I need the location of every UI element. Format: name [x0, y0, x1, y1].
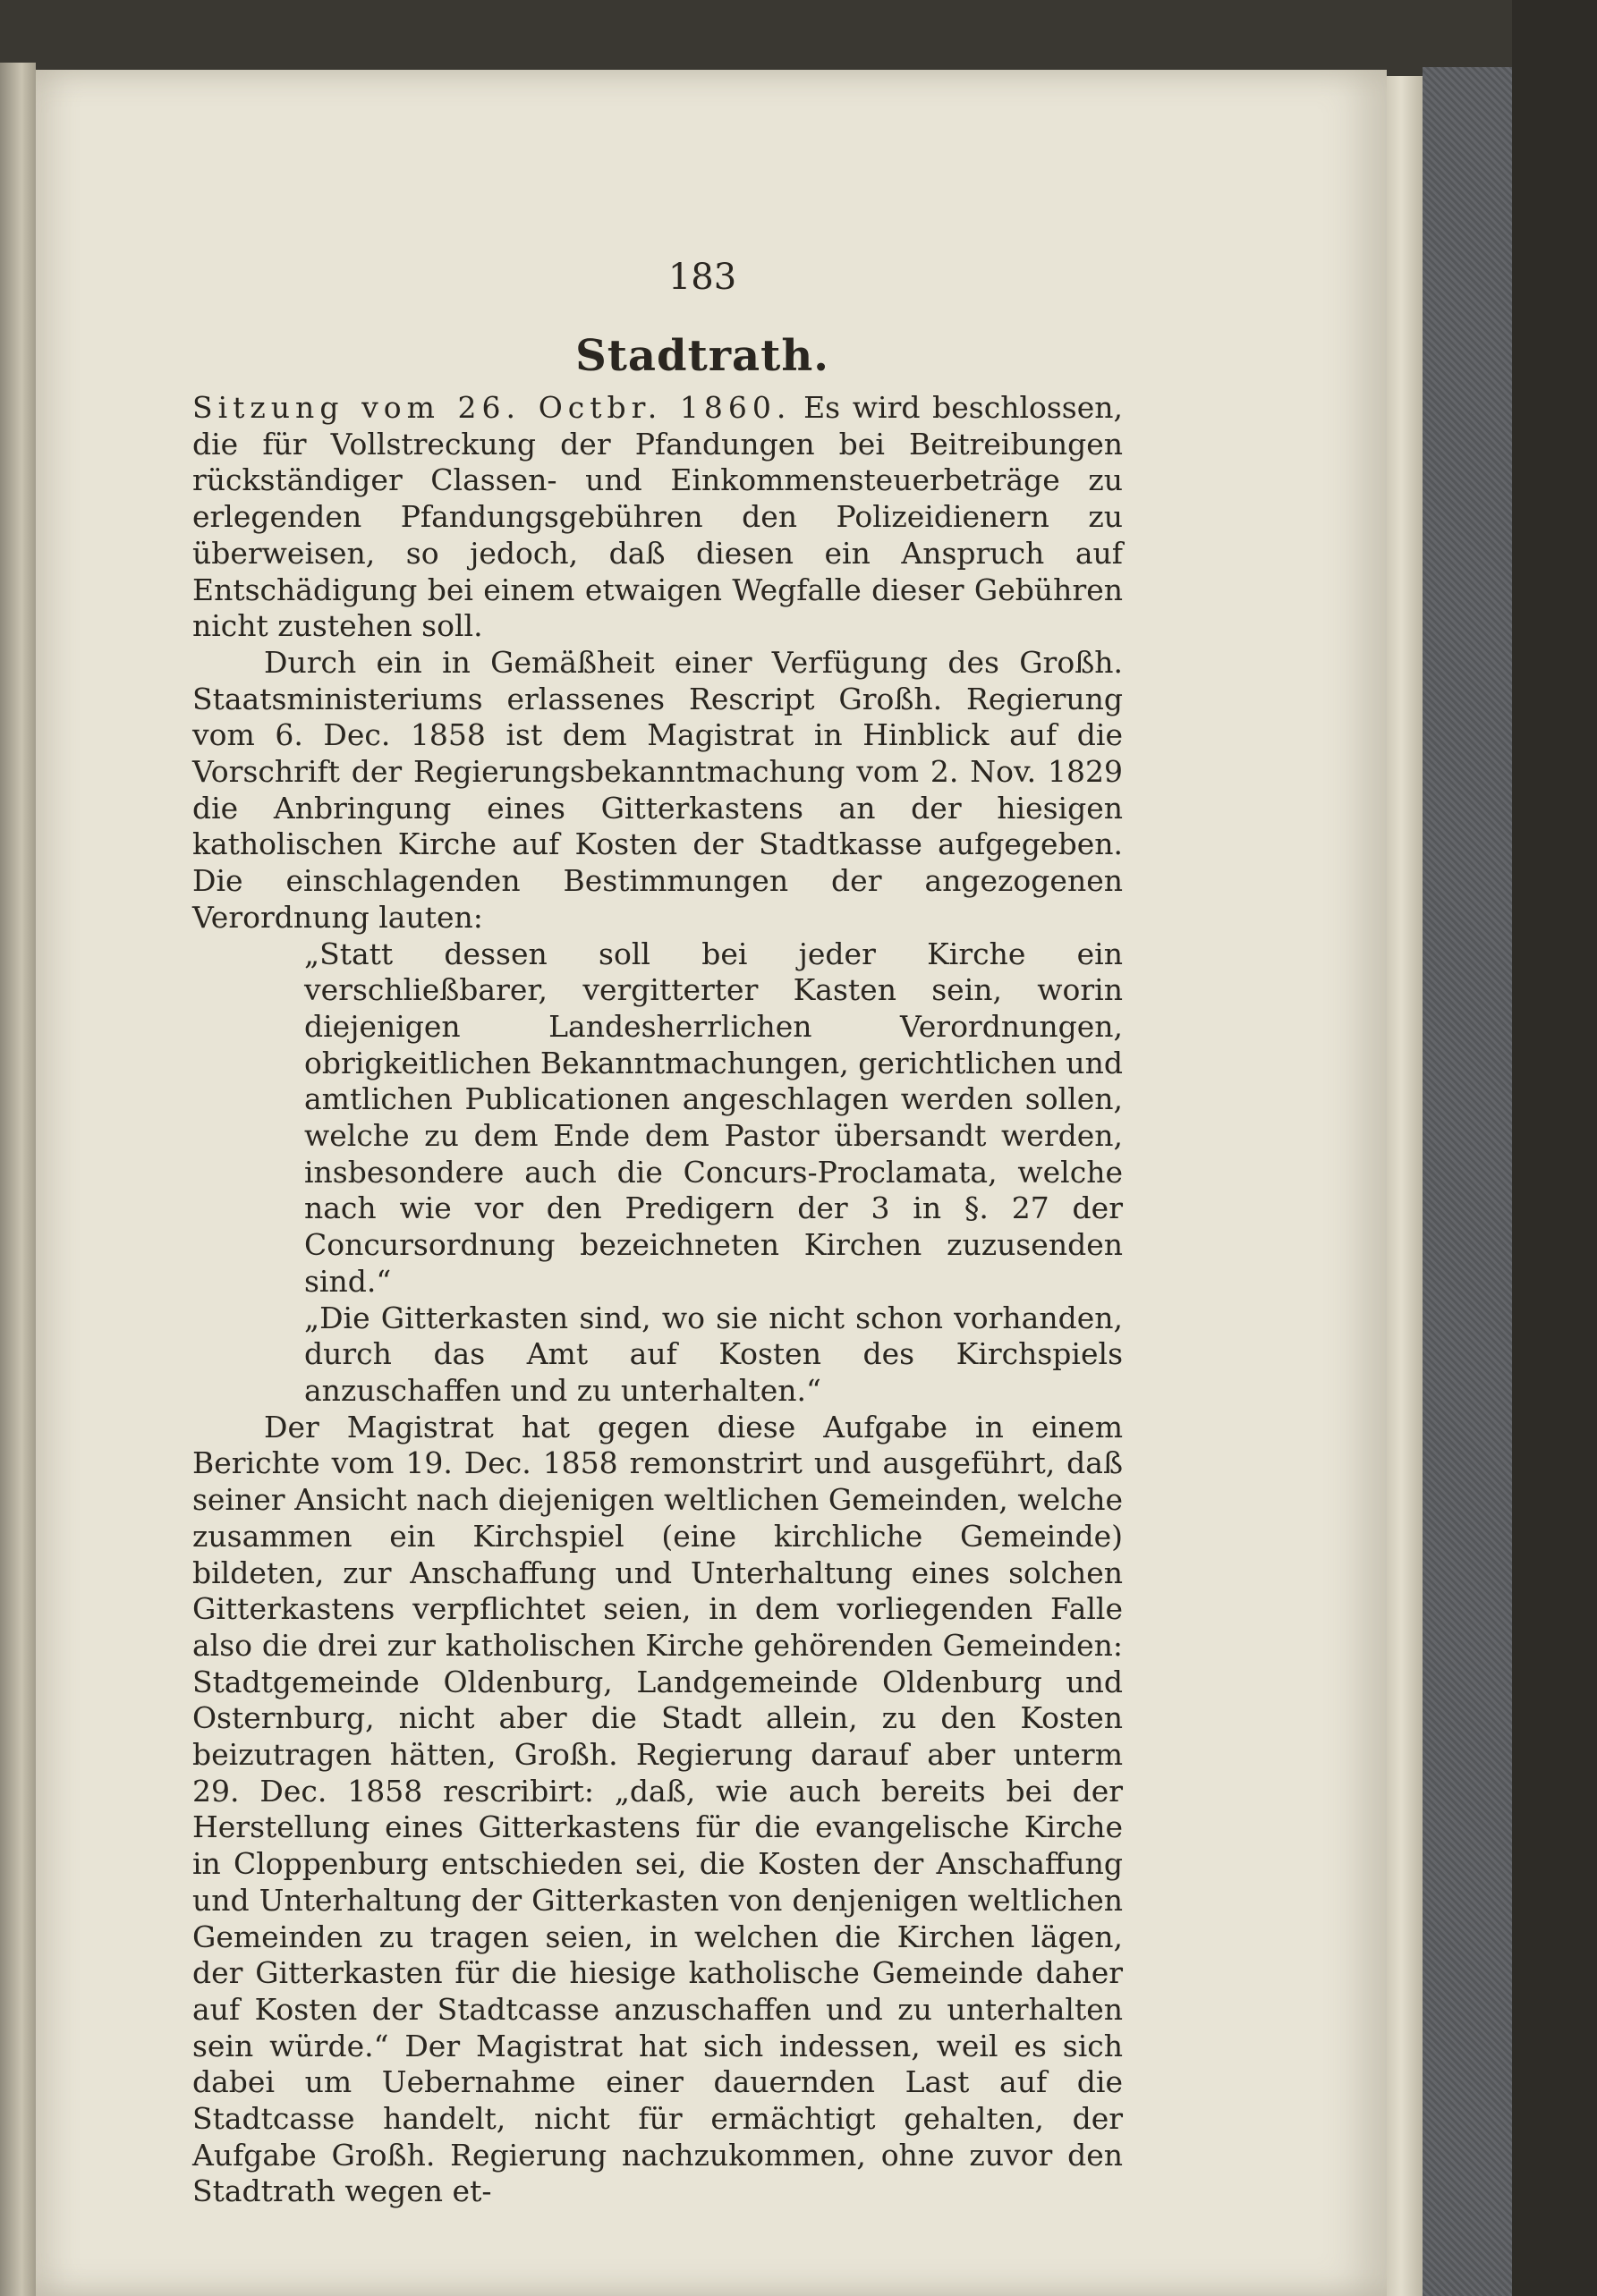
- facing-page-edge: [0, 63, 36, 2296]
- quote-2: „Die Gitterkasten sind, wo sie nicht schon vorhanden, durch das Amt auf Kosten des Kirchspiels anzuschaffen und zu unterhalten.“: [304, 1300, 1123, 1408]
- paragraph-3: Der Magistrat hat gegen diese Aufgabe in einem Berichte vom 19. Dec. 1858 remonstrirt und ausgeführt, daß seiner Ansicht nach diejenigen weltlichen Gemeinden, welche zusammen ein Kirchspiel (eine kirchliche Gemeinde) bildeten, zur Anschaffung und Unterhaltung eines solchen Gitterkastens verpflichtet seien, in dem vorliegenden Falle also die drei zur katholischen Kirche gehörenden Gemeinden: Stadtgemeinde Oldenburg, Landgemeinde Oldenburg und Osternburg, nicht aber die Stadt allein, zu den Kosten beizutragen hätten, Großh. Regierung darauf aber unterm 29. Dec. 1858 rescribirt: „daß, wie auch bereits bei der Herstellung eines Gitterkastens für die evangelische Kirche in Cloppenburg entschieden sei, die Kosten der Anschaffung und Unterhaltung der Gitterkasten von denjenigen weltlichen Gemeinden zu tragen seien, in welchen die Kirchen lägen, der Gitterkasten für die hiesige katholische Gemeinde daher auf Kosten der Stadtcasse anzuschaffen und zu unterhalten sein würde.“ Der Magistrat hat sich indessen, weil es sich dabei um Uebernahme einer dauernden Last auf die Stadtcasse handelt, nicht für ermächtigt gehalten, der Aufgabe Großh. Regierung nachzukommen, ohne zuvor den Stadtrath wegen et-: [192, 1409, 1123, 2209]
- quote-1: „Statt dessen soll bei jeder Kirche ein verschließbarer, vergitterter Kasten sein, worin diejenigen Landesherrlichen Verordnungen, obrigkeitlichen Bekanntmachungen, gerichtlichen und amtlichen Publicationen angeschlagen werden sollen, welche zu dem Ende dem Pastor übersandt werden, insbesondere auch die Concurs-Proclamata, welche nach wie vor den Predigern der 3 in §. 27 der Concursordnung bezeichneten Kirchen zuzusenden sind.“: [304, 936, 1123, 1299]
- page-number: 183: [667, 257, 737, 298]
- section-heading: Stadtrath.: [575, 331, 829, 381]
- background: [1512, 0, 1597, 2296]
- paragraph-2: Durch ein in Gemäßheit einer Verfügung des Großh. Staatsministeriums erlassenes Rescript Großh. Regierung vom 6. Dec. 1858 ist dem Magistrat in Hinblick auf die Vorschrift der Regierungsbekanntmachung vom 2. Nov. 1829 die Anbringung eines Gitterkastens an der hiesigen katholischen Kirche auf Kosten der Stadtkasse aufgegeben. Die einschlagenden Bestimmungen der angezogenen Verordnung lauten:: [192, 644, 1123, 935]
- book-cover: [1423, 67, 1512, 2296]
- paragraph-1: [192, 390, 1123, 645]
- page-stack-edge: [1387, 76, 1423, 2296]
- page-text: [192, 250, 1123, 2210]
- paragraph-1-text: Es wird beschlossen, die für Vollstreckung der Pfandungen bei Beitreibungen rückständiger Classen- und Einkommensteuerbeträge zu erlegenden Pfandungsgebühren den Polizeidienern zu überweisen, so jedoch, daß diesen ein Anspruch auf Entschädigung bei einem etwaigen Wegfalle dieser Gebühren nicht zustehen soll.: [192, 390, 1124, 644]
- session-date: Sitzung vom 26. Octbr. 1860.: [192, 390, 792, 425]
